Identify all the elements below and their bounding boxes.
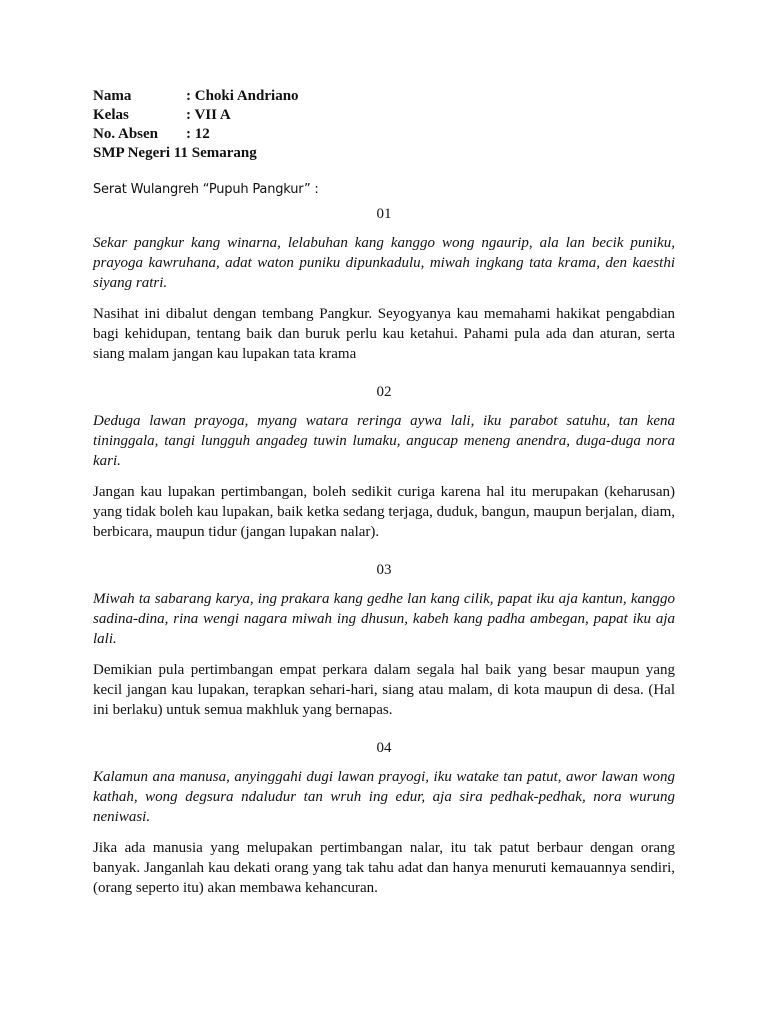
school-name: SMP Negeri 11 Semarang [93,145,257,161]
info-row-name [93,87,299,106]
stanza-translation: Nasihat ini dibalut dengan tembang Pangkur. Seyogyanya kau memahami hakikat pengabdian bagi kehidupan, tentang baik dan buruk perlu kau ketahui. Pahami pula ada dan aturan, serta siang malam jangan kau lupakan tata krama [93,306,675,362]
info-value: : 12 [186,126,210,142]
stanza-translation: Jika ada manusia yang melupakan pertimbangan nalar, itu tak patut berbaur dengan orang banyak. Janganlah kau dekati orang yang tak tahu adat dan hanya menuruti kemauannya sendiri, (orang seperto itu) akan membawa kehancuran. [93,840,675,896]
info-label: Kelas [93,107,129,123]
info-value: : Choki Andriano [186,88,299,104]
info-label: Nama [93,88,132,104]
stanza [93,738,675,898]
info-row-class [93,106,299,125]
stanza-list [93,204,675,909]
stanza-verse: Miwah ta sabarang karya, ing prakara kang gedhe lan kang cilik, papat iku aja kantun, kanggo sadina-dina, rina wengi nagara miwah ing dhusun, kabeh kang padha ambegan, papat iku aja lali. [93,591,675,647]
stanza-spacer [93,553,675,560]
stanza-number: 03 [376,562,392,578]
stanza-number: 01 [376,206,392,222]
stanza-spacer [93,731,675,738]
info-value: : VII A [186,107,231,123]
stanza-verse: Deduga lawan prayoga, myang watara reringa aywa lali, iku parabot satuhu, tan kena tininggala, tangi lungguh angadeg tuwin lumaku, angucap meneng anendra, duga-duga nora kari. [93,413,675,469]
stanza-verse: Sekar pangkur kang winarna, lelabuhan kang kanggo wong ngaurip, ala lan becik puniku, prayoga kawruhana, adat waton puniku dipunkadulu, miwah ingkang tata krama, den kaesthi siyang ratri. [93,235,675,291]
stanza-translation: Jangan kau lupakan pertimbangan, boleh sedikit curiga karena hal itu merupakan (keharusan) yang tidak boleh kau lupakan, baik ketka sedang terjaga, duduk, bangun, maupun berjalan, diam, berbicara, maupun tidur (jangan lupakan nalar). [93,484,675,540]
stanza [93,382,675,542]
stanza [93,204,675,364]
document-intro: Serat Wulangreh “Pupuh Pangkur” : [93,182,319,197]
info-row-absen [93,125,299,144]
stanza-translation: Demikian pula pertimbangan empat perkara dalam segala hal baik yang besar maupun yang kecil jangan kau lupakan, terapkan sehari-hari, siang atau malam, di kota maupun di desa. (Hal ini berlaku) untuk semua makhluk yang bernapas. [93,662,675,718]
stanza-number: 02 [376,384,392,400]
stanza-number: 04 [376,740,392,756]
stanza-verse: Kalamun ana manusa, anyinggahi dugi lawan prayogi, iku watake tan patut, awor lawan wong kathah, wong degsura ndaludur tan wruh ing edur, aja sira pedhak-pedhak, nora wurung neniwasi. [93,769,675,825]
stanza-spacer [93,375,675,382]
student-info [93,87,299,163]
info-label: No. Absen [93,126,159,142]
stanza [93,560,675,720]
